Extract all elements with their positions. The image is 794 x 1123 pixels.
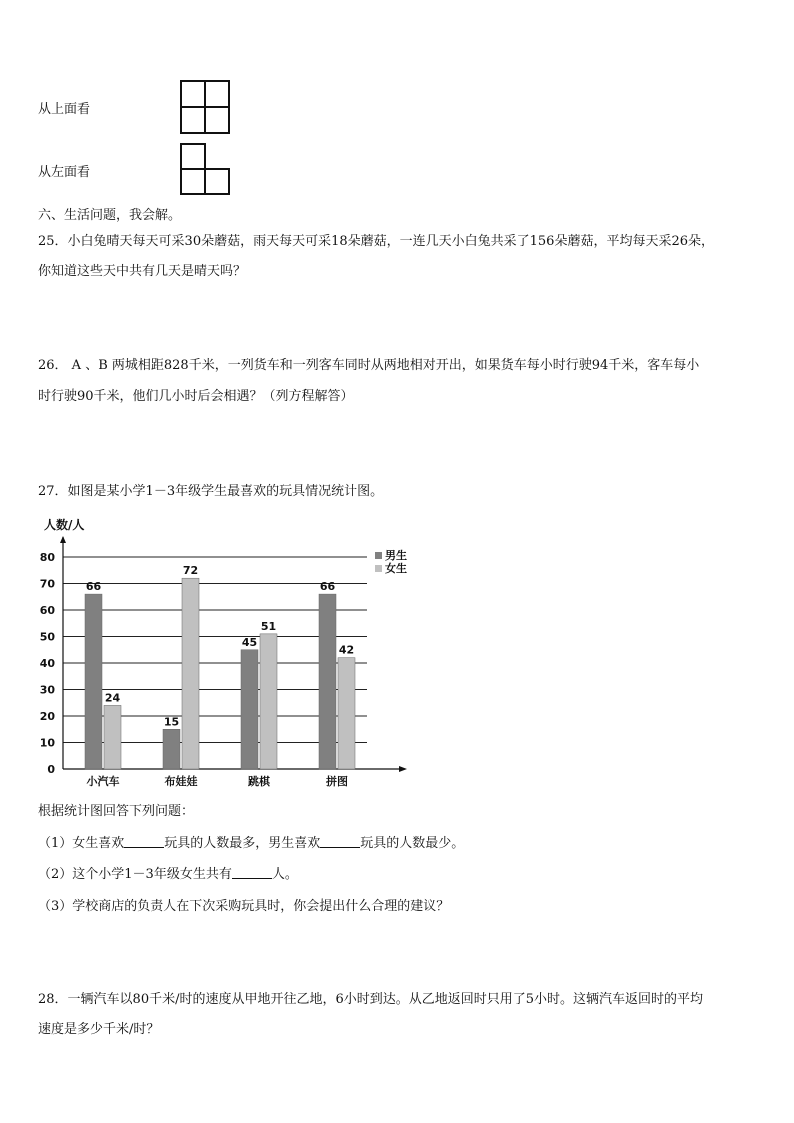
q27-sub2-part-b: 人。 xyxy=(271,867,298,882)
q27-sub2 xyxy=(38,863,298,882)
y-tick-label: 30 xyxy=(39,683,55,697)
legend-swatch xyxy=(375,552,382,559)
y-tick-label: 50 xyxy=(39,630,55,644)
bar-girls xyxy=(260,634,277,769)
y-tick-label: 40 xyxy=(39,657,55,670)
bar-value-label: 66 xyxy=(85,580,102,594)
q27-sub3: （3）学校商店的负责人在下次采购玩具时，你会提出什么合理的建议？ xyxy=(38,899,450,914)
y-axis-arrow xyxy=(60,536,66,543)
y-axis-label: 人数/人 xyxy=(44,518,85,532)
q26-line1: 26． A 、B 两城相距828千米，一列货车和一列客车同时从两地相对开出，如果货车每小时行驶94千米，客车每小 xyxy=(38,358,700,373)
section-6-title: 六、生活问题，我会解。 xyxy=(38,208,182,223)
bar-value-label: 45 xyxy=(241,635,258,649)
q27-intro: 27．如图是某小学1－3年级学生最喜欢的玩具情况统计图。 xyxy=(38,484,384,499)
bar-boys xyxy=(241,650,258,769)
x-category-label: 跳棋 xyxy=(248,775,270,788)
legend-label: 男生 xyxy=(385,549,407,562)
y-tick-label: 60 xyxy=(39,604,55,617)
y-tick-label: 20 xyxy=(39,710,55,723)
q27-sub1-part-b: 玩具的人数最多，男生喜欢 xyxy=(164,836,321,851)
answer-blank-1[interactable] xyxy=(124,835,164,848)
q27-prompt: 根据统计图回答下列问题： xyxy=(38,804,195,819)
q28-line1: 28．一辆汽车以80千米/时的速度从甲地开往乙地，6小时到达。从乙地返回时只用了5小时。这辆汽车返回时的平均 xyxy=(38,992,704,1007)
view-top-label: 从上面看 xyxy=(38,102,91,117)
bar-boys xyxy=(85,594,102,769)
q28-line2: 速度是多少千米/时？ xyxy=(38,1022,160,1037)
bar-girls xyxy=(104,705,121,769)
bar-value-label: 72 xyxy=(182,564,199,578)
toy-preference-bar-chart xyxy=(30,512,420,792)
bar-value-label: 15 xyxy=(163,715,180,729)
q27-sub1-part-c: 玩具的人数最少。 xyxy=(360,836,465,851)
bar-value-label: 51 xyxy=(260,619,277,633)
q26-line2: 时行驶90千米，他们几小时后会相遇？（列方程解答） xyxy=(38,389,354,404)
view-left-label: 从左面看 xyxy=(38,165,91,180)
x-category-label: 布娃娃 xyxy=(164,775,198,788)
top-view-figure xyxy=(180,80,232,136)
bar-girls xyxy=(182,578,199,769)
x-axis-arrow xyxy=(399,766,407,772)
bar-girls xyxy=(338,658,355,769)
x-category-label: 小汽车 xyxy=(86,775,120,788)
q27-sub2-part-a: （2）这个小学1－3年级女生共有 xyxy=(38,867,232,882)
bar-boys xyxy=(163,729,180,769)
bar-value-label: 42 xyxy=(338,643,355,657)
q27-sub1 xyxy=(38,832,464,851)
y-tick-label: 0 xyxy=(47,763,55,776)
q25-line2: 你知道这些天中共有几天是晴天吗？ xyxy=(38,264,247,279)
q25-line1: 25．小白兔晴天每天可采30朵蘑菇，雨天每天可采18朵蘑菇，一连几天小白兔共采了156朵蘑菇，平均每天采26朵， xyxy=(38,234,714,249)
x-category-label: 拼图 xyxy=(326,775,348,788)
legend-label: 女生 xyxy=(385,562,407,575)
left-view-figure xyxy=(180,143,232,197)
y-tick-label: 70 xyxy=(39,577,55,591)
answer-blank-3[interactable] xyxy=(232,866,272,879)
bar-value-label: 24 xyxy=(104,691,121,705)
q27-sub1-part-a: （1）女生喜欢 xyxy=(38,836,125,851)
bar-boys xyxy=(319,594,336,769)
legend-swatch xyxy=(375,565,382,572)
y-tick-label: 10 xyxy=(39,736,55,750)
answer-blank-2[interactable] xyxy=(320,835,360,848)
y-tick-label: 80 xyxy=(39,551,55,564)
bar-value-label: 66 xyxy=(319,580,336,594)
